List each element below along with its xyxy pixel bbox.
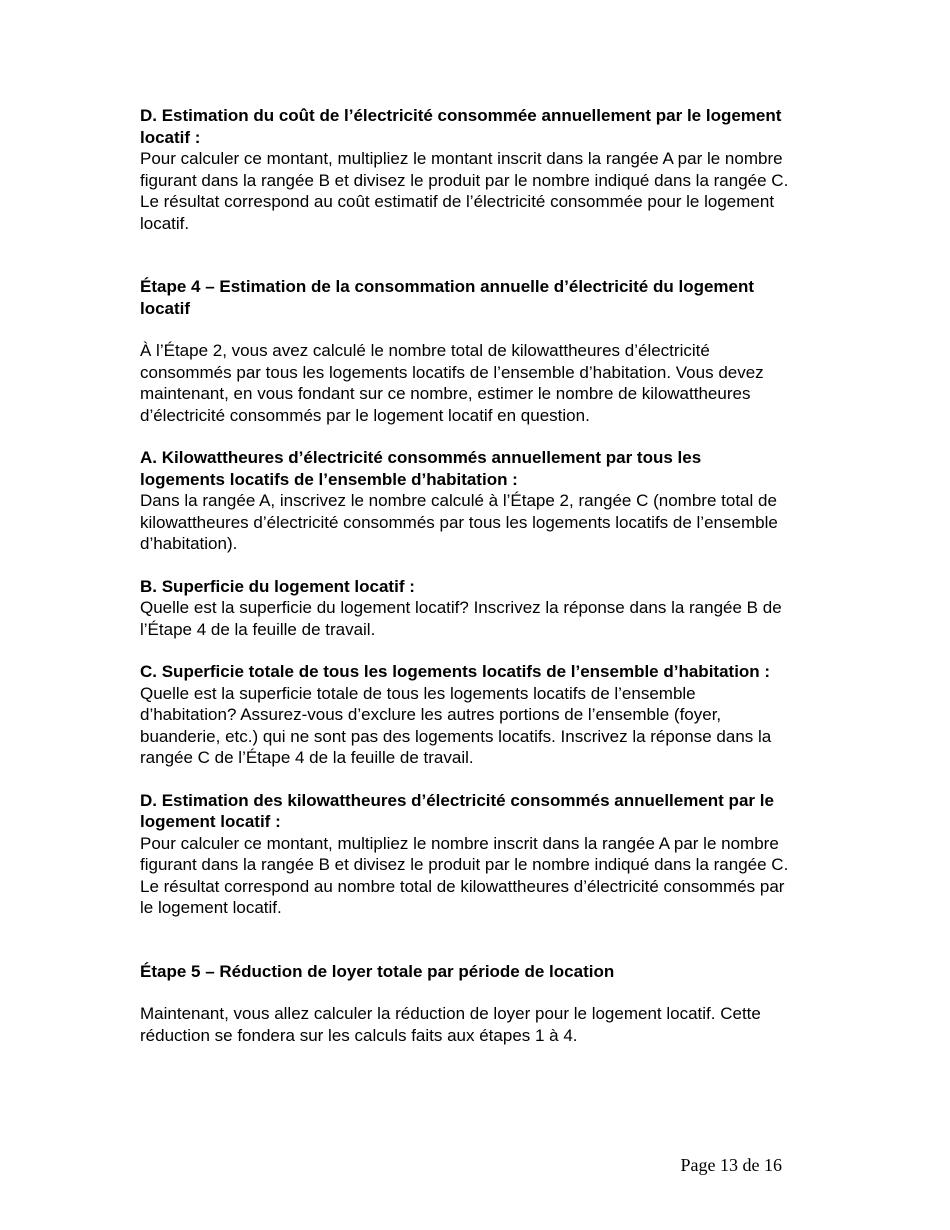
step5-intro: Maintenant, vous allez calculer la réduction de loyer pour le logement locatif. Cette réduction se fondera sur les calculs faits aux étapes 1 à 4.: [140, 1004, 761, 1045]
page-number: Page 13 de 16: [680, 1155, 782, 1175]
step5-heading: Étape 5 – Réduction de loyer totale par période de location: [140, 961, 615, 981]
section-d-cost-heading: D. Estimation du coût de l’électricité consommée annuellement par le logement locatif :: [140, 106, 782, 147]
step4-b-heading: B. Superficie du logement locatif :: [140, 576, 415, 596]
step4-d-heading: D. Estimation des kilowattheures d’électricité consommés annuellement par le logement locatif :: [140, 790, 774, 831]
page-content: [140, 105, 790, 1046]
step4-d-body: Pour calculer ce montant, multipliez le nombre inscrit dans la rangée A par le nombre figurant dans la rangée B et divisez le produit par le nombre indiqué dans la rangée C. Le résultat correspond au nombre total de kilowattheures d’électricité consommés par le logement locatif.: [140, 833, 789, 917]
step4-c-body: Quelle est la superficie totale de tous les logements locatifs de l’ensemble d’habitation? Assurez-vous d’exclure les autres portions de l’ensemble (foyer, buanderie, etc.) qui ne sont pas des logements locatifs. Inscrivez la réponse dans la rangée C de l’Étape 4 de la feuille de travail.: [140, 683, 772, 767]
step4-b-body: Quelle est la superficie du logement locatif? Inscrivez la réponse dans la rangée B de l’Étape 4 de la feuille de travail.: [140, 598, 782, 639]
step4-a-body: Dans la rangée A, inscrivez le nombre calculé à l’Étape 2, rangée C (nombre total de kilowattheures d’électricité consommés par tous les logements locatifs de l’ensemble d’habitation).: [140, 491, 778, 553]
step4-c-heading: C. Superficie totale de tous les logements locatifs de l’ensemble d’habitation :: [140, 662, 771, 681]
step4-intro: À l’Étape 2, vous avez calculé le nombre total de kilowattheures d’électricité consommés par tous les logements locatifs de l’ensemble d’habitation. Vous devez maintenant, en vous fondant sur ce nombre, estimer le nombre de kilowattheures d’électricité consommés par le logement locatif en question.: [140, 341, 764, 425]
step4-heading: Étape 4 – Estimation de la consommation annuelle d’électricité du logement locatif: [140, 277, 755, 318]
step4-a-heading: A. Kilowattheures d’électricité consommés annuellement par tous les logements locatifs de l’ensemble d’habitation :: [140, 448, 702, 489]
section-d-cost-body: Pour calculer ce montant, multipliez le montant inscrit dans la rangée A par le nombre figurant dans la rangée B et divisez le produit par le nombre indiqué dans la rangée C. Le résultat correspond au coût estimatif de l’électricité consommée pour le logement locatif.: [140, 149, 789, 233]
